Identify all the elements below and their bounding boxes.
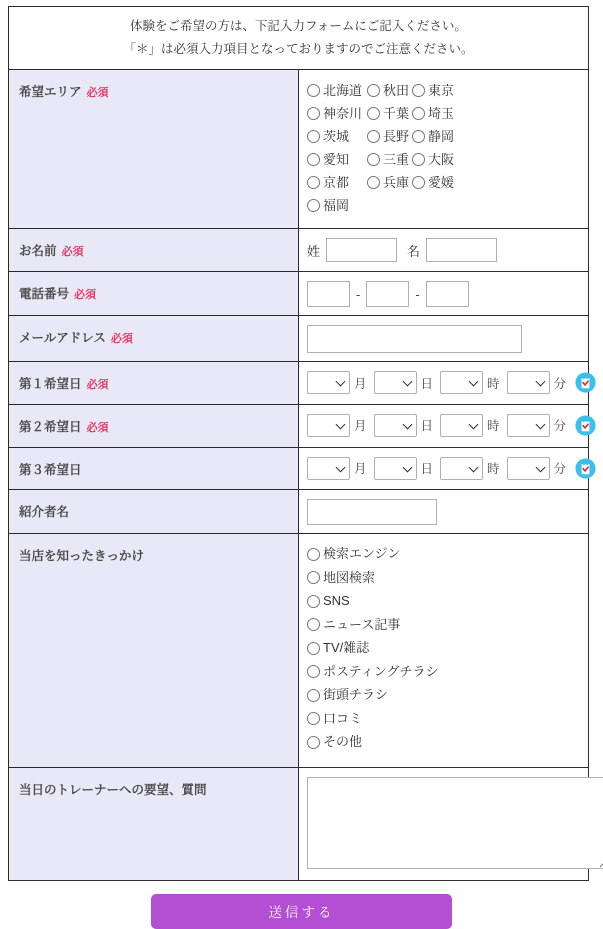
wish1-day-select-wrap [374,371,417,394]
source-row [307,688,578,702]
day-unit-label: 日 [420,419,434,434]
wish1-minute-select[interactable] [507,371,550,394]
minute-unit-label: 分 [553,376,567,391]
hour-unit-label: 時 [487,462,500,476]
wish3-month-select[interactable] [307,457,350,480]
area-option[interactable] [367,151,412,168]
wish2-minute-select[interactable] [507,414,550,437]
wish3-month-select-wrap [307,457,350,480]
area-row-6 [307,197,578,214]
source-row [307,665,578,679]
area-option[interactable] [412,151,454,168]
source-option-label: ニュース記事 [323,616,401,632]
area-option-radio[interactable] [412,153,425,166]
wish1-input-cell [299,362,589,405]
phone-input-cell [299,272,589,316]
source-row [307,712,578,726]
area-option-radio[interactable] [367,130,380,143]
area-row-1 [307,82,578,99]
area-option-radio[interactable] [307,130,320,143]
wish2-hour-select[interactable] [440,414,483,437]
source-option-radio[interactable] [307,548,320,561]
area-option-label: 茨城 [323,129,350,145]
source-option[interactable] [307,735,362,749]
area-row-2 [307,105,578,122]
calendar-picker-icon[interactable] [575,372,596,393]
wish3-minute-select[interactable] [507,457,550,480]
area-option[interactable] [412,174,454,191]
area-option[interactable] [412,105,454,122]
required-badge: 必須 [86,379,109,391]
area-options-cell [299,70,589,229]
source-option[interactable] [307,571,375,585]
area-option[interactable] [307,128,367,145]
name-input-cell [299,229,589,272]
hour-unit-label: 時 [487,376,500,391]
wish3-input-cell [299,447,589,490]
wish2-label-cell [9,404,299,447]
area-option-radio[interactable] [412,107,425,120]
row-request [9,767,589,880]
row-referrer [9,490,589,534]
source-option-label: 検索エンジン [323,546,401,562]
source-option-label: 街頭チラシ [323,687,389,703]
source-option-label: その他 [323,734,363,750]
wish3-minute-select-wrap [507,457,550,480]
wish2-day-select[interactable] [374,414,417,437]
area-option-radio[interactable] [367,84,380,97]
name-label: お名前 [19,244,57,259]
referrer-label: 紹介者名 [19,505,70,520]
wish3-day-select[interactable] [374,457,417,480]
phone-label: 電話番号 [19,287,70,301]
phone-part3-input[interactable] [426,281,469,307]
area-option-label: 愛知 [323,152,350,168]
area-option-label: 東京 [428,83,455,99]
area-row-5 [307,174,578,191]
wish3-label: 第３希望日 [19,462,82,477]
source-option-label: 地図検索 [323,569,376,585]
row-email [9,316,589,362]
phone-part1-input[interactable] [307,281,350,307]
wish2-hour-select-wrap [440,414,483,437]
area-row-4 [307,151,578,168]
source-label-cell [9,534,299,768]
month-unit-label: 月 [354,462,367,476]
referrer-label-cell [9,490,299,534]
area-option[interactable] [307,105,367,122]
source-row [307,618,578,632]
wish1-month-select[interactable] [307,371,350,394]
area-option-radio[interactable] [307,199,320,212]
area-option[interactable] [307,197,349,214]
email-input-cell [299,316,589,362]
area-label: 希望エリア [19,85,82,100]
row-wish2 [9,404,589,447]
wish1-month-select-wrap [307,371,350,394]
wish2-month-select[interactable] [307,414,350,437]
wish1-label-cell [9,362,299,405]
source-option-radio[interactable] [307,712,320,725]
wish2-input-cell [299,404,589,447]
wish2-day-select-wrap [374,414,417,437]
request-input-cell [299,767,589,880]
wish3-hour-select-wrap [440,457,483,480]
area-option-label: 神奈川 [323,106,363,122]
area-option[interactable] [367,82,412,99]
area-option[interactable] [307,174,367,191]
area-option-label: 福岡 [323,198,350,214]
first-name-label: 名 [407,243,421,259]
last-name-label: 姓 [307,243,321,259]
area-option-label: 埼玉 [428,106,455,122]
row-phone [9,272,589,316]
source-option-radio[interactable] [307,595,320,608]
submit-area [0,894,603,929]
area-option[interactable] [412,82,454,99]
area-option-radio[interactable] [367,153,380,166]
required-badge: 必須 [86,87,109,100]
request-textarea[interactable] [307,777,603,869]
email-label-cell [9,316,299,362]
source-option-radio[interactable] [307,689,320,702]
area-option-radio[interactable] [367,107,380,120]
area-option[interactable] [367,105,412,122]
referrer-input-cell [299,490,589,534]
source-option[interactable] [307,547,400,561]
source-row [307,641,578,655]
required-badge: 必須 [61,246,84,259]
area-option-label: 京都 [323,175,350,191]
wish3-label-cell [9,447,299,490]
area-option-label: 静岡 [428,129,455,145]
row-wish3 [9,447,589,490]
intro-line-2: 「＊」は必須入力項目となっておりますのでご注意ください。 [123,42,474,57]
area-option-radio[interactable] [307,153,320,166]
wish1-hour-select-wrap [440,371,483,394]
source-option-radio[interactable] [307,571,320,584]
source-option-label: ポスティングチラシ [323,663,439,679]
request-label: 当日のトレーナーへの要望、質問 [19,782,207,797]
intro-line-1: 体験をご希望の方は、下記入力フォームにご記入ください。 [130,19,467,33]
source-option-label: TV/雑誌 [323,640,370,656]
area-option-radio[interactable] [307,84,320,97]
source-row [307,735,578,749]
area-option-label: 大阪 [428,152,455,168]
month-unit-label: 月 [354,419,367,434]
row-name [9,229,589,272]
area-option-radio[interactable] [412,84,425,97]
wish1-minute-select-wrap [507,371,550,394]
source-row [307,594,578,608]
phone-part2-input[interactable] [366,281,409,307]
area-option-label: 北海道 [323,83,363,99]
submit-button[interactable]: 送信する [151,894,452,929]
area-option-label: 秋田 [383,83,410,99]
wish3-day-select-wrap [374,457,417,480]
month-unit-label: 月 [354,376,367,391]
area-option-radio[interactable] [307,176,320,189]
source-option[interactable] [307,688,388,702]
row-area [9,70,589,229]
area-option-radio[interactable] [412,130,425,143]
required-badge: 必須 [110,333,133,345]
area-option[interactable] [367,174,412,191]
row-source [9,534,589,768]
phone-separator: - [415,286,420,302]
minute-unit-label: 分 [553,419,567,434]
name-label-cell [9,229,299,272]
source-option-radio[interactable] [307,642,320,655]
source-option-radio[interactable] [307,618,320,631]
wish1-label: 第１希望日 [19,377,82,391]
row-wish1 [9,362,589,405]
required-badge: 必須 [86,421,109,434]
form-table [8,6,589,881]
area-option[interactable] [412,128,454,145]
calendar-picker-icon[interactable] [575,415,596,436]
wish2-month-select-wrap [307,414,350,437]
source-row [307,547,578,561]
source-row [307,571,578,585]
wish3-hour-select[interactable] [440,457,483,480]
source-option[interactable] [307,618,400,632]
minute-unit-label: 分 [553,462,567,476]
area-option-radio[interactable] [307,107,320,120]
day-unit-label: 日 [420,376,434,391]
source-option[interactable] [307,665,438,679]
source-options-cell [299,534,589,768]
request-label-cell [9,767,299,880]
phone-separator: - [356,286,361,302]
area-option[interactable] [367,128,412,145]
source-option[interactable] [307,712,362,726]
source-option-label: 口コミ [323,710,363,726]
first-name-input[interactable] [426,238,497,262]
area-option-radio[interactable] [367,176,380,189]
source-option[interactable] [307,641,369,655]
area-option-label: 愛媛 [428,175,455,191]
hour-unit-label: 時 [487,419,500,434]
email-input[interactable] [307,325,522,353]
source-label: 当店を知ったきっかけ [19,549,145,564]
email-label: メールアドレス [19,331,106,345]
area-option-label: 千葉 [383,106,410,122]
source-option-label: SNS [323,593,350,609]
area-row-3 [307,128,578,145]
required-badge: 必須 [74,289,97,301]
wish1-day-select[interactable] [374,371,417,394]
area-label-cell [9,70,299,229]
wish2-label: 第２希望日 [19,419,82,434]
wish1-hour-select[interactable] [440,371,483,394]
wish2-minute-select-wrap [507,414,550,437]
area-option-radio[interactable] [412,176,425,189]
area-option[interactable] [307,151,367,168]
calendar-picker-icon[interactable] [575,458,596,479]
area-option-label: 兵庫 [383,175,410,191]
phone-label-cell [9,272,299,316]
area-option-label: 長野 [383,129,410,145]
referrer-input[interactable] [307,499,437,525]
day-unit-label: 日 [420,462,434,476]
form-intro [9,7,589,70]
source-option[interactable] [307,594,350,608]
area-option[interactable] [307,82,367,99]
source-option-radio[interactable] [307,736,320,749]
last-name-input[interactable] [326,238,397,262]
source-option-radio[interactable] [307,665,320,678]
area-option-label: 三重 [383,152,410,168]
